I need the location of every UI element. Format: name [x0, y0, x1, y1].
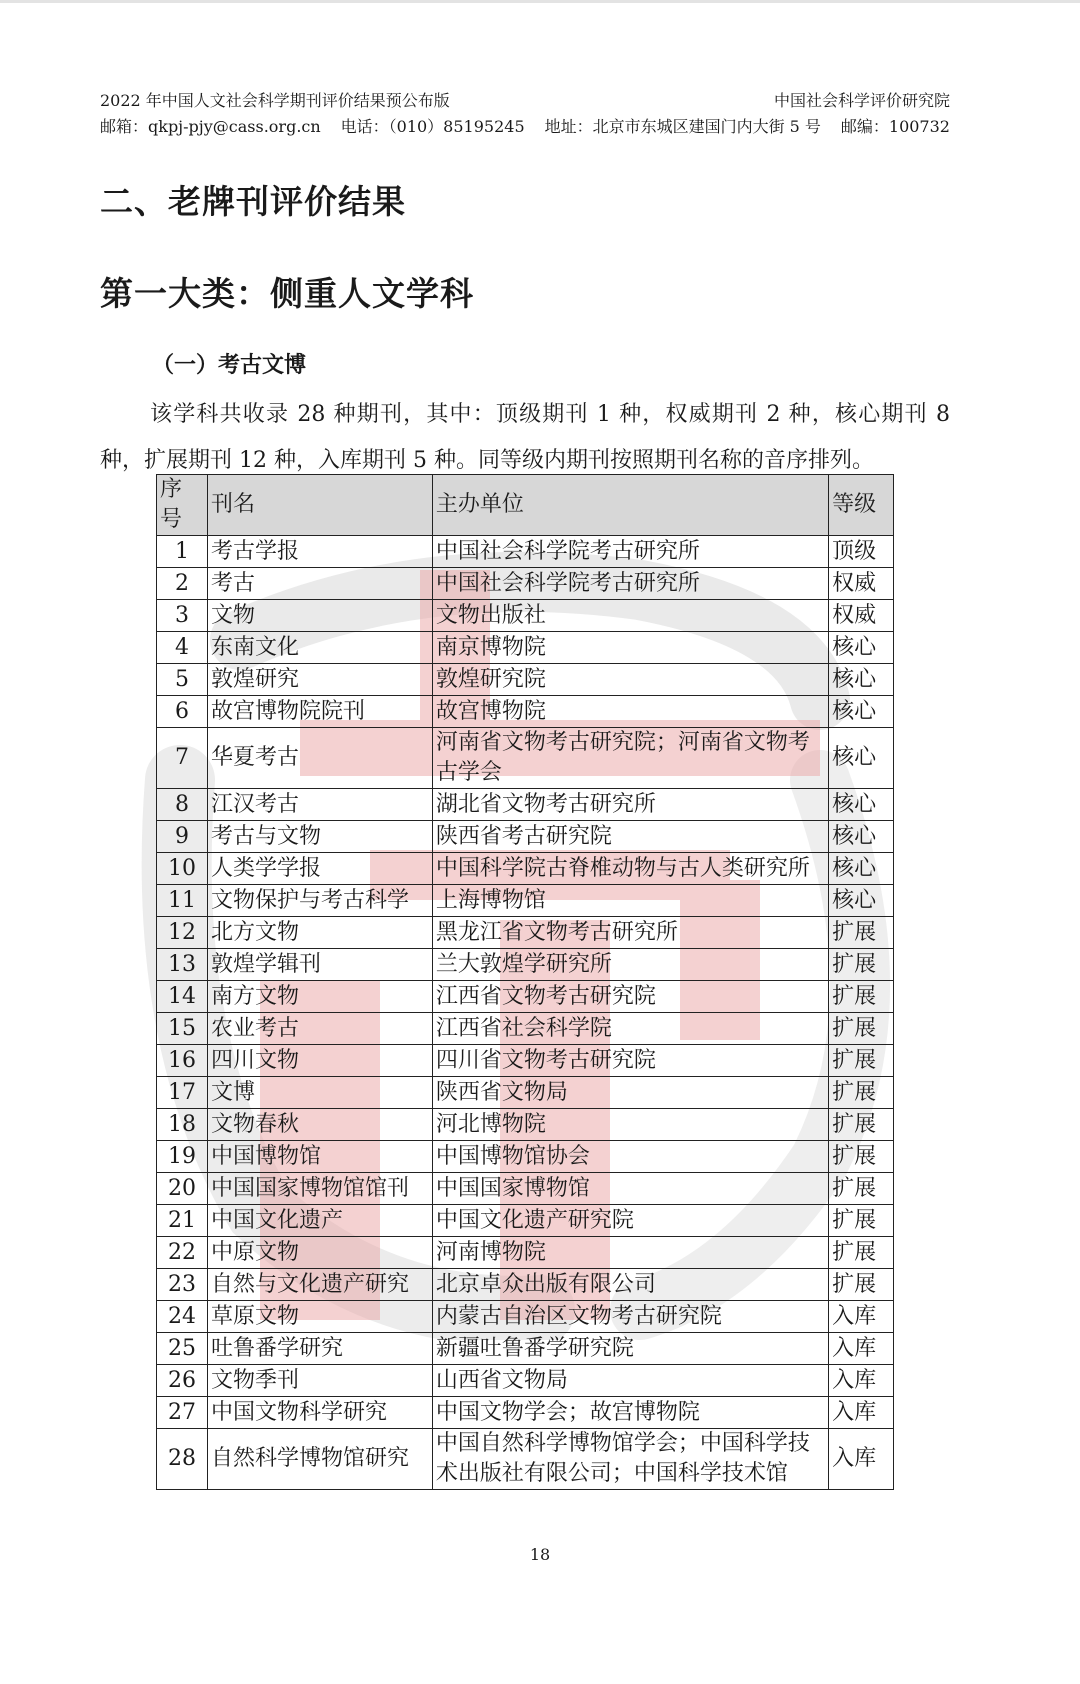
table-row	[157, 1397, 894, 1429]
cell-name: 自然与文化遗产研究	[207, 1269, 432, 1301]
table-header-row	[157, 475, 894, 536]
header-name: 刊名	[207, 475, 432, 536]
cell-name: 南方文物	[207, 981, 432, 1013]
cell-name: 中国文物科学研究	[207, 1397, 432, 1429]
section-title: 二、老牌刊评价结果	[100, 182, 406, 221]
cell-no: 19	[157, 1141, 208, 1173]
cell-sponsor: 北京卓众出版有限公司	[432, 1269, 828, 1301]
table-row	[157, 696, 894, 728]
table-row	[157, 949, 894, 981]
header-phone: 电话：（010）85195245	[340, 117, 525, 136]
cell-no: 4	[157, 632, 208, 664]
cell-name: 考古	[207, 568, 432, 600]
table-row	[157, 1045, 894, 1077]
table-row	[157, 1109, 894, 1141]
cell-no: 14	[157, 981, 208, 1013]
cell-name: 中原文物	[207, 1237, 432, 1269]
cell-no: 9	[157, 821, 208, 853]
journal-table	[156, 474, 894, 1490]
cell-no: 25	[157, 1333, 208, 1365]
table-row	[157, 1237, 894, 1269]
table-row	[157, 1333, 894, 1365]
cell-level: 核心	[829, 728, 894, 789]
table-row	[157, 1429, 894, 1490]
table-row	[157, 1141, 894, 1173]
cell-sponsor: 新疆吐鲁番学研究院	[432, 1333, 828, 1365]
table-row	[157, 728, 894, 789]
cell-no: 15	[157, 1013, 208, 1045]
header-sponsor: 主办单位	[432, 475, 828, 536]
cell-name: 东南文化	[207, 632, 432, 664]
cell-level: 扩展	[829, 1109, 894, 1141]
cell-level: 扩展	[829, 981, 894, 1013]
cell-level: 权威	[829, 568, 894, 600]
cell-no: 8	[157, 789, 208, 821]
cell-no: 5	[157, 664, 208, 696]
header-title-left: 2022 年中国人文社会科学期刊评价结果预公布版	[100, 91, 450, 110]
subsection-title: （一）考古文博	[152, 352, 307, 378]
cell-sponsor: 中国社会科学院考古研究所	[432, 568, 828, 600]
cell-level: 入库	[829, 1301, 894, 1333]
cell-sponsor: 文物出版社	[432, 600, 828, 632]
cell-level: 扩展	[829, 1237, 894, 1269]
table-row	[157, 568, 894, 600]
table-row	[157, 536, 894, 568]
cell-name: 中国博物馆	[207, 1141, 432, 1173]
cell-level: 入库	[829, 1333, 894, 1365]
cell-no: 11	[157, 885, 208, 917]
cell-sponsor: 陕西省考古研究院	[432, 821, 828, 853]
cell-no: 20	[157, 1173, 208, 1205]
table-row	[157, 1013, 894, 1045]
cell-name: 中国文化遗产	[207, 1205, 432, 1237]
cell-no: 28	[157, 1429, 208, 1490]
cell-level: 扩展	[829, 1205, 894, 1237]
table-row	[157, 981, 894, 1013]
cell-sponsor: 中国文物学会；故宫博物院	[432, 1397, 828, 1429]
cell-level: 扩展	[829, 1045, 894, 1077]
cell-no: 18	[157, 1109, 208, 1141]
cell-level: 核心	[829, 696, 894, 728]
cell-name: 文博	[207, 1077, 432, 1109]
cell-no: 3	[157, 600, 208, 632]
header-no: 序号	[157, 475, 208, 536]
cell-level: 扩展	[829, 1013, 894, 1045]
cell-sponsor: 中国国家博物馆	[432, 1173, 828, 1205]
cell-level: 扩展	[829, 917, 894, 949]
table-row	[157, 1269, 894, 1301]
cell-level: 扩展	[829, 1173, 894, 1205]
cell-no: 17	[157, 1077, 208, 1109]
cell-sponsor: 中国博物馆协会	[432, 1141, 828, 1173]
cell-sponsor: 江西省文物考古研究院	[432, 981, 828, 1013]
cell-level: 入库	[829, 1365, 894, 1397]
cell-level: 核心	[829, 664, 894, 696]
header-address: 地址：北京市东城区建国门内大街 5 号	[544, 117, 821, 136]
cell-name: 考古与文物	[207, 821, 432, 853]
table-row	[157, 917, 894, 949]
cell-name: 自然科学博物馆研究	[207, 1429, 432, 1490]
cell-sponsor: 兰大敦煌学研究所	[432, 949, 828, 981]
cell-no: 12	[157, 917, 208, 949]
cell-name: 中国国家博物馆馆刊	[207, 1173, 432, 1205]
cell-sponsor: 中国自然科学博物馆学会；中国科学技术出版社有限公司；中国科学技术馆	[432, 1429, 828, 1490]
cell-no: 26	[157, 1365, 208, 1397]
cell-sponsor: 中国文化遗产研究院	[432, 1205, 828, 1237]
cell-name: 文物季刊	[207, 1365, 432, 1397]
cell-level: 核心	[829, 885, 894, 917]
cell-level: 权威	[829, 600, 894, 632]
cell-name: 文物保护与考古科学	[207, 885, 432, 917]
table-row	[157, 821, 894, 853]
table-row	[157, 789, 894, 821]
top-border	[0, 0, 1080, 3]
cell-level: 入库	[829, 1429, 894, 1490]
cell-no: 23	[157, 1269, 208, 1301]
intro-paragraph: 该学科共收录 28 种期刊，其中：顶级期刊 1 种，权威期刊 2 种，核心期刊 8 种，扩展期刊 12 种，入库期刊 5 种。同等级内期刊按照期刊名称的音序排列。	[100, 402, 950, 473]
cell-name: 文物春秋	[207, 1109, 432, 1141]
table-row	[157, 600, 894, 632]
cell-level: 顶级	[829, 536, 894, 568]
cell-sponsor: 中国社会科学院考古研究所	[432, 536, 828, 568]
table-row	[157, 632, 894, 664]
cell-level: 扩展	[829, 1141, 894, 1173]
cell-no: 27	[157, 1397, 208, 1429]
table-row	[157, 1301, 894, 1333]
header-level: 等级	[829, 475, 894, 536]
cell-sponsor: 中国科学院古脊椎动物与古人类研究所	[432, 853, 828, 885]
cell-no: 10	[157, 853, 208, 885]
table-row	[157, 1173, 894, 1205]
cell-level: 入库	[829, 1397, 894, 1429]
cell-sponsor: 河南博物院	[432, 1237, 828, 1269]
cell-name: 吐鲁番学研究	[207, 1333, 432, 1365]
cell-sponsor: 上海博物馆	[432, 885, 828, 917]
cell-name: 江汉考古	[207, 789, 432, 821]
table-row	[157, 853, 894, 885]
cell-sponsor: 河南省文物考古研究院；河南省文物考古学会	[432, 728, 828, 789]
cell-sponsor: 河北博物院	[432, 1109, 828, 1141]
header-postcode: 邮编：100732	[840, 117, 950, 136]
table-row	[157, 885, 894, 917]
cell-level: 核心	[829, 632, 894, 664]
cell-name: 北方文物	[207, 917, 432, 949]
cell-name: 故宫博物院院刊	[207, 696, 432, 728]
table-row	[157, 1365, 894, 1397]
cell-level: 扩展	[829, 1269, 894, 1301]
cell-level: 扩展	[829, 949, 894, 981]
header-title-right: 中国社会科学评价研究院	[773, 91, 950, 110]
header-email: 邮箱：qkpj-pjy@cass.org.cn	[100, 117, 321, 136]
cell-no: 7	[157, 728, 208, 789]
cell-name: 四川文物	[207, 1045, 432, 1077]
category-title: 第一大类：侧重人文学科	[100, 274, 474, 313]
cell-no: 2	[157, 568, 208, 600]
cell-sponsor: 内蒙古自治区文物考古研究院	[432, 1301, 828, 1333]
header-title-row	[100, 88, 950, 114]
cell-name: 人类学学报	[207, 853, 432, 885]
cell-sponsor: 故宫博物院	[432, 696, 828, 728]
cell-sponsor: 敦煌研究院	[432, 664, 828, 696]
page-header	[100, 88, 950, 140]
cell-name: 华夏考古	[207, 728, 432, 789]
cell-no: 24	[157, 1301, 208, 1333]
cell-sponsor: 南京博物院	[432, 632, 828, 664]
cell-name: 草原文物	[207, 1301, 432, 1333]
cell-no: 22	[157, 1237, 208, 1269]
cell-level: 扩展	[829, 1077, 894, 1109]
cell-sponsor: 山西省文物局	[432, 1365, 828, 1397]
cell-no: 1	[157, 536, 208, 568]
cell-no: 13	[157, 949, 208, 981]
table-row	[157, 1077, 894, 1109]
header-contact-row	[100, 114, 950, 140]
cell-name: 农业考古	[207, 1013, 432, 1045]
page-number: 18	[529, 1545, 551, 1564]
cell-no: 6	[157, 696, 208, 728]
table-row	[157, 1205, 894, 1237]
cell-sponsor: 黑龙江省文物考古研究所	[432, 917, 828, 949]
cell-sponsor: 四川省文物考古研究院	[432, 1045, 828, 1077]
cell-sponsor: 陕西省文物局	[432, 1077, 828, 1109]
cell-name: 考古学报	[207, 536, 432, 568]
cell-no: 21	[157, 1205, 208, 1237]
table-body	[157, 536, 894, 1490]
table-row	[157, 664, 894, 696]
cell-name: 敦煌研究	[207, 664, 432, 696]
cell-name: 敦煌学辑刊	[207, 949, 432, 981]
cell-level: 核心	[829, 821, 894, 853]
cell-no: 16	[157, 1045, 208, 1077]
cell-level: 核心	[829, 853, 894, 885]
cell-sponsor: 湖北省文物考古研究所	[432, 789, 828, 821]
cell-level: 核心	[829, 789, 894, 821]
cell-sponsor: 江西省社会科学院	[432, 1013, 828, 1045]
cell-name: 文物	[207, 600, 432, 632]
